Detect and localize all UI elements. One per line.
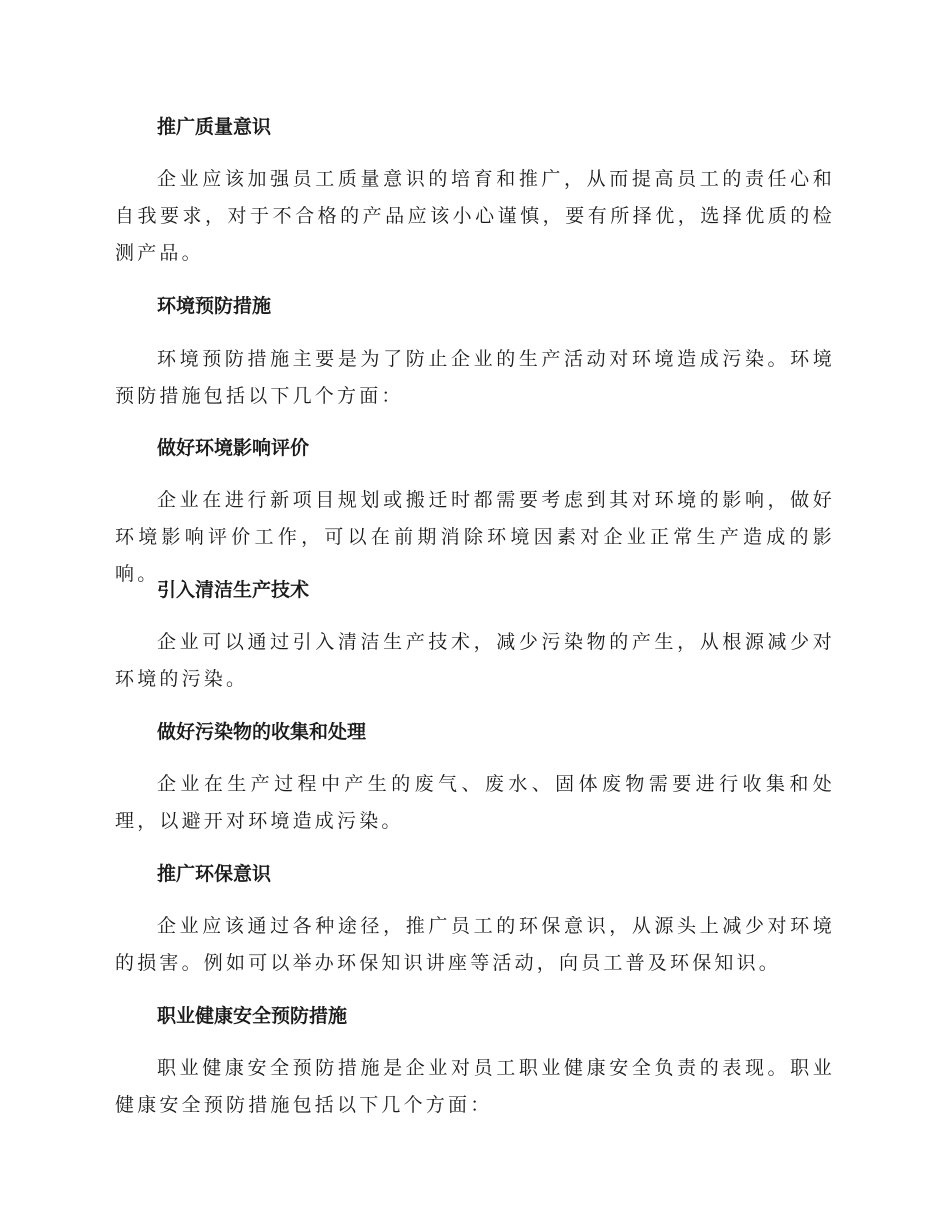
section-body	[115, 908, 835, 982]
section-heading: 推广环保意识	[157, 863, 272, 885]
section-paragraph: 企业应该加强员工质量意识的培育和推广，从而提高员工的责任心和自我要求，对于不合格的产品应该小心谨慎，要有所择优，选择优质的检测产品。	[115, 168, 835, 264]
section-heading: 职业健康安全预防措施	[157, 1005, 348, 1027]
section-heading: 引入清洁生产技术	[157, 579, 310, 601]
section-paragraph: 企业在进行新项目规划或搬迁时都需要考虑到其对环境的影响，做好环境影响评价工作，可以在前期消除环境因素对企业正常生产造成的影响。	[115, 489, 835, 585]
section-body	[115, 766, 835, 840]
section-body	[115, 1050, 835, 1124]
section-body	[115, 624, 835, 698]
section-paragraph: 职业健康安全预防措施是企业对员工职业健康安全负责的表现。职业健康安全预防措施包括以下几个方面：	[115, 1057, 835, 1116]
section-paragraph: 企业应该通过各种途径，推广员工的环保意识，从源头上减少对环境的损害。例如可以举办环保知识讲座等活动，向员工普及环保知识。	[115, 915, 835, 974]
section-heading: 推广质量意识	[157, 116, 272, 138]
section-paragraph: 企业在生产过程中产生的废气、废水、固体废物需要进行收集和处理，以避开对环境造成污染。	[115, 773, 835, 832]
section-heading: 做好环境影响评价	[157, 437, 310, 459]
section-body	[115, 161, 835, 272]
section-body	[115, 341, 835, 415]
section-heading: 做好污染物的收集和处理	[157, 721, 367, 743]
section-heading: 环境预防措施	[157, 295, 272, 317]
section-paragraph: 企业可以通过引入清洁生产技术，减少污染物的产生，从根源减少对环境的污染。	[115, 631, 835, 690]
section-paragraph: 环境预防措施主要是为了防止企业的生产活动对环境造成污染。环境预防措施包括以下几个方面：	[115, 348, 835, 407]
